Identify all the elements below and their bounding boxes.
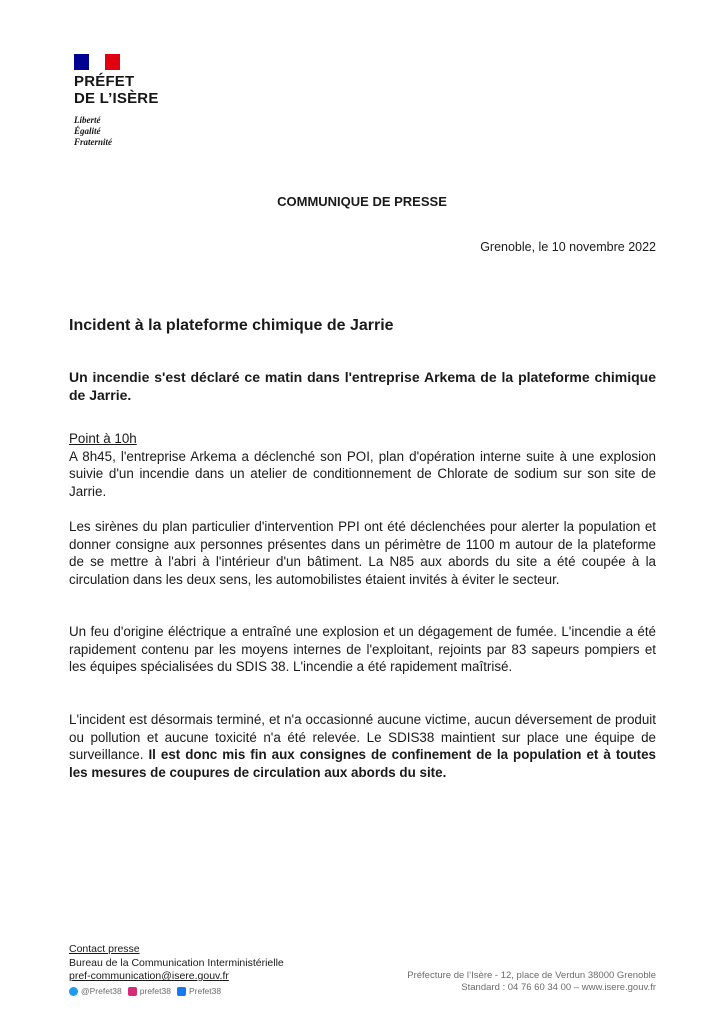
document-date: Grenoble, le 10 novembre 2022 [480,240,656,254]
headline: Incident à la plateforme chimique de Jarrie [69,317,394,334]
motto-fraternite: Fraternité [74,137,113,147]
flag-white-stripe [89,54,104,70]
instagram-link[interactable] [128,985,171,999]
motto-egalite: Égalité [74,126,101,136]
point-label: Point à 10h [69,431,137,446]
prefecture-address: Préfecture de l’Isère - 12, place de Verdun 38000 Grenoble [407,970,656,981]
paragraph-4 [69,711,656,781]
contact-email-link[interactable]: pref-communication@isere.gouv.fr [69,970,229,982]
marianne-flag-logo [74,54,120,70]
lead-paragraph: Un incendie s'est déclaré ce matin dans l'entreprise Arkema de la plateforme chimique de Jarrie. [69,369,656,403]
prefet-logo-text [74,73,159,107]
footer-address [407,970,656,994]
paragraph-4-normal: L'incident est désormais terminé, et n'a occasionné aucune victime, aucun déversement de produit ou pollution et aucune toxicité n'a été relevée. Le SDIS38 maintient sur place une équipe de surveillance. [69,712,656,762]
flag-red-stripe [105,54,120,70]
document-title: COMMUNIQUE DE PRESSE [277,194,447,209]
contact-label: Contact presse [69,943,140,955]
motto-liberte: Liberté [74,115,101,125]
flag-blue-stripe [74,54,89,70]
facebook-link[interactable] [177,985,221,999]
twitter-handle: @Prefet38 [81,985,122,996]
bureau-name: Bureau de la Communication Interministérielle [69,956,284,969]
point-section [69,430,656,500]
facebook-icon [177,987,186,996]
standard-phone-website: Standard : 04 76 60 34 00 – www.isere.gouv.fr [461,982,656,993]
twitter-link[interactable] [69,985,122,999]
instagram-handle: prefet38 [139,985,171,996]
prefet-line-2: DE L’ISÈRE [74,90,159,107]
facebook-handle: Prefet38 [188,985,222,996]
footer-contact [69,943,284,998]
twitter-icon [69,987,78,996]
instagram-icon [128,987,137,996]
republic-motto [74,115,112,148]
social-links [69,985,284,999]
paragraph-2: Les sirènes du plan particulier d'intervention PPI ont été déclenchées pour alerter la population et donner consigne aux personnes présentes dans un périmètre de 1100 m autour de la plateforme de se mettre à l'abri à l'intérieur d'un bâtiment. La N85 aux abords du site a été coupée à la circulation dans les deux sens, les automobilistes étaient invités à éviter le secteur. [69,519,656,587]
paragraph-3: Un feu d'origine éléctrique a entraîné une explosion et un dégagement de fumée. L'incendie a été rapidement contenu par les moyens internes de l'exploitant, rejoints par 83 sapeurs pompiers et les équipes spécialisées du SDIS 38. L'incendie a été rapidement maîtrisé. [69,624,656,674]
prefet-line-1: PRÉFET [74,73,135,90]
paragraph-4-bold: Il est donc mis fin aux consignes de confinement de la population et à toutes les mesures de coupures de circulation aux abords du site. [69,747,656,780]
paragraph-1: A 8h45, l'entreprise Arkema a déclenché son POI, plan d'opération interne suite à une explosion suivie d'un incendie dans un atelier de conditionnement de Chlorate de sodium sur son site de Jarrie. [69,448,656,499]
